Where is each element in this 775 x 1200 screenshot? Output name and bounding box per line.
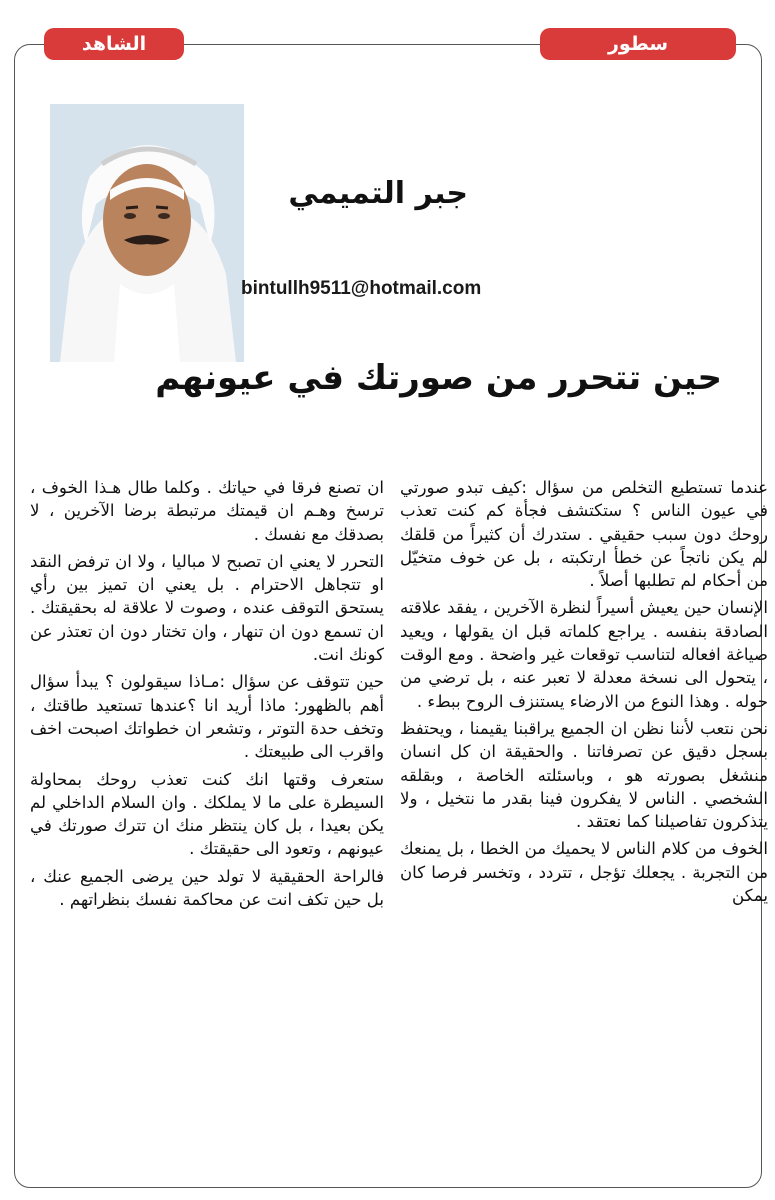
paragraph: ان تصنع فرقا في حياتك . وكلما طال هـذا الخوف ، ترسخ وهـم ان قيمتك مرتبطة برضا الآخرين ، لا بصدقك مع نفسك .: [30, 478, 384, 544]
paragraph: التحرر لا يعني ان تصبح لا مباليا ، ولا ان ترفض النقد او تتجاهل الاحترام . بل يعني ان تميز بين رأي يستحق التوقف عنده ، وصوت لا علاقة له بحقيقتك . ان تسمع دون ان تنهار ، وان تختار دون ان تعتذر عن كونك انت.: [30, 551, 384, 665]
paragraph: الخوف من كلام الناس لا يحميك من الخطا ، بل يمنعك من التجربة . يجعلك تؤجل ، تتردد ، وتخسر فرصا كان يمكن: [400, 839, 768, 906]
paragraph: عندما تستطيع التخلص من سؤال :كيف تبدو صورتي في عيون الناس ؟ ستكتشف فجأة كم كنت تعذب روحك دون سبب حقيقي . ستدرك أن كثيراً من قلقك لم يكن ناتجاً عن خطأ ارتكبته ، بل عن خوف متخيّل من أحكام لم تطلبها أصلاً .: [400, 478, 768, 591]
paragraph: فالراحة الحقيقية لا تولد حين يرضى الجميع عنك ، بل حين تكف انت عن محاكمة نفسك بنظراتهم .: [30, 866, 384, 910]
paragraph: الإنسان حين يعيش أسيراً لنظرة الآخرين ، يفقد علاقته الصادقة بنفسه . يراجع كلماته قبل ان يقولها ، ويعيد صياغة افعاله لتناسب توقعات غير واضحة . ومع الوقت ، يتحول الى نسخة معدلة لا تعبر عنه ، بل ترضي من حوله . وهذا النوع من الارضاء يستنزف الروح ببطء .: [400, 598, 768, 711]
paragraph: نحن نتعب لأننا نظن ان الجميع يراقبنا يقيمنا ، ويحتفظ بسجل دقيق عن تصرفاتنا . والحقيقة ان كل انسان منشغل بصورته هو ، وباسئلته الخاصة ، وبقلقه الشخصي . الناس لا يفكرون فينا بقدر ما نتخيل ، ولا يتذكرون تفاصيلنا كما نعتقد .: [400, 718, 768, 832]
article-title: حين تتحرر من صورتك في عيونهم: [155, 358, 722, 398]
author-portrait-icon: [50, 104, 244, 362]
article-column-left: [30, 476, 384, 915]
section-tag-alshahed: الشاهد: [44, 28, 184, 60]
paragraph: حين تتوقف عن سؤال :مـاذا سيقولون ؟ يبدأ سؤال أهم بالظهور: ماذا أريد انا ؟عندها تستعيد طاقتك ، وتخف حدة التوتر ، وتشعر ان خطواتك اصبحت اخف واقرب الى طبيعتك .: [30, 672, 384, 762]
article-column-right: [400, 476, 768, 911]
section-tag-sotour: سطور: [540, 28, 736, 60]
author-email[interactable]: bintullh9511@hotmail.com: [241, 278, 482, 299]
author-name: جبر التميمي: [288, 176, 468, 211]
author-photo: [50, 104, 244, 362]
paragraph: ستعرف وقتها انك كنت تعذب روحك بمحاولة السيطرة على ما لا يملكك . وان السلام الداخلي لم يكن بعيدا ، بل كان ينتظر منك ان تترك صورتك في عيونهم ، وتعود الى حقيقتك .: [30, 769, 384, 859]
